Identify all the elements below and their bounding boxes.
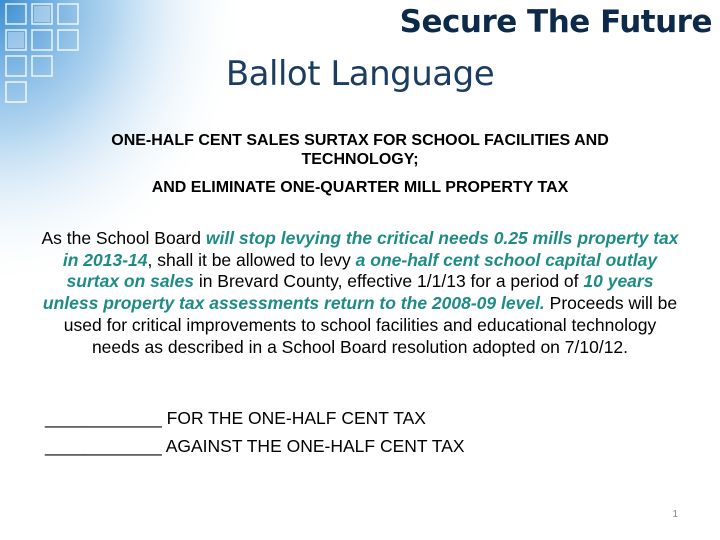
brand-logo: Secure The Future bbox=[399, 4, 712, 40]
ballot-highlight: a one-half cent school capital outlay surtax on sales bbox=[66, 249, 658, 292]
ballot-text-segment: As the School Board bbox=[41, 228, 206, 248]
page-title: Ballot Language bbox=[225, 54, 495, 94]
ballot-text bbox=[40, 228, 680, 358]
ballot-text-segment: in Brevard County, effective 1/1/13 for a period of bbox=[193, 271, 584, 292]
ballot-highlight: 10 years unless property tax assessments return to the 2008-09 level. bbox=[42, 271, 654, 314]
heading-surtax: ONE-HALF CENT SALES SURTAX FOR SCHOOL FACILITIES AND TECHNOLOGY; bbox=[111, 132, 609, 168]
vote-against-line: ____________ AGAINST THE ONE-HALF CENT TAX bbox=[45, 436, 465, 456]
heading-eliminate-tax: AND ELIMINATE ONE-QUARTER MILL PROPERTY TAX bbox=[151, 179, 569, 196]
vote-for-line: ____________ FOR THE ONE-HALF CENT TAX bbox=[45, 408, 426, 428]
ballot-text-segment: , shall it be allowed to levy bbox=[147, 249, 356, 270]
ballot-text-segment: Proceeds will be used for critical improvements to school facilities and educational technology needs as described in a School Board resolution adopted on 7/10/12. bbox=[63, 293, 678, 357]
ballot-highlight: will stop levying the critical needs 0.25 mills property tax in 2013-14 bbox=[62, 228, 679, 270]
page-number: 1 bbox=[672, 509, 678, 520]
